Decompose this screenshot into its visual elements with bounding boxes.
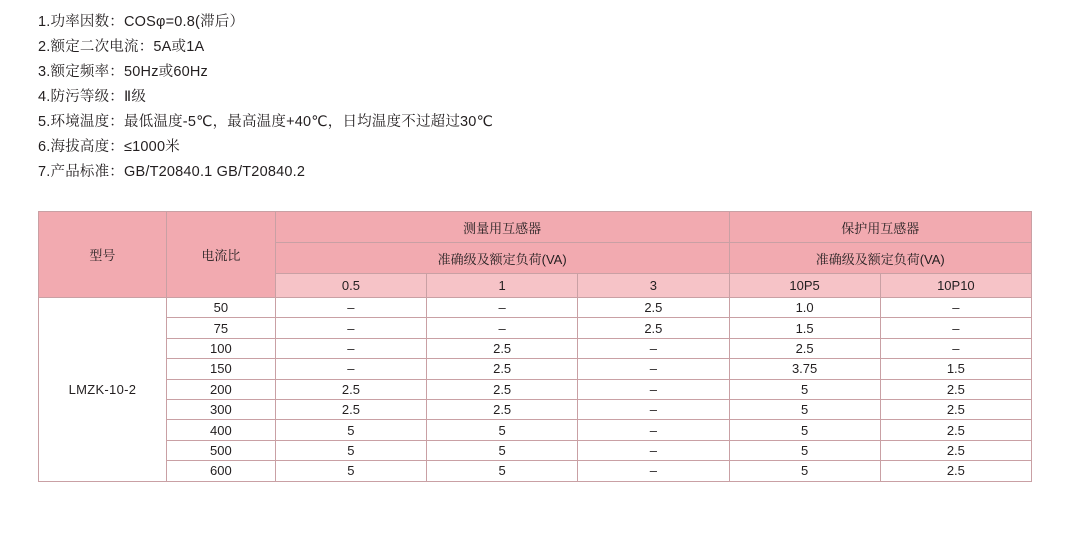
- value-cell: 2.5: [880, 420, 1031, 440]
- table-body: [39, 298, 1032, 482]
- value-cell: 5: [427, 420, 578, 440]
- column-header-class: 10P5: [729, 274, 880, 298]
- value-cell: 5: [427, 440, 578, 460]
- column-header-class: 10P10: [880, 274, 1031, 298]
- specification-list: [38, 10, 1028, 185]
- value-cell: –: [578, 379, 729, 399]
- value-cell: 2.5: [880, 379, 1031, 399]
- column-header-model: 型号: [39, 212, 167, 298]
- value-cell: –: [578, 338, 729, 358]
- model-cell: LMZK-10-2: [39, 298, 167, 482]
- subgroup-header-measurement: 准确级及额定负荷(VA): [275, 243, 729, 274]
- table-header: [39, 212, 1032, 298]
- column-header-class: 1: [427, 274, 578, 298]
- table-row: [39, 440, 1032, 460]
- value-cell: 3.75: [729, 359, 880, 379]
- ratio-cell: 300: [166, 399, 275, 419]
- ratio-cell: 600: [166, 461, 275, 481]
- ratio-cell: 150: [166, 359, 275, 379]
- spec-line: 2.额定二次电流：5A或1A: [38, 39, 205, 55]
- value-cell: 5: [275, 461, 426, 481]
- value-cell: 5: [275, 420, 426, 440]
- spec-line: 7.产品标准：GB/T20840.1 GB/T20840.2: [38, 164, 306, 180]
- value-cell: 2.5: [880, 461, 1031, 481]
- column-header-class: 3: [578, 274, 729, 298]
- value-cell: –: [578, 359, 729, 379]
- value-cell: 2.5: [427, 359, 578, 379]
- value-cell: 5: [729, 440, 880, 460]
- value-cell: 2.5: [578, 298, 729, 318]
- value-cell: 2.5: [729, 338, 880, 358]
- spec-line: 4.防污等级：Ⅱ级: [38, 89, 147, 105]
- spec-line: 1.功率因数：COSφ=0.8(滞后）: [38, 14, 245, 30]
- value-cell: 1.5: [880, 359, 1031, 379]
- value-cell: 5: [729, 461, 880, 481]
- parameters-table: [38, 211, 1032, 482]
- value-cell: 2.5: [427, 379, 578, 399]
- value-cell: –: [578, 420, 729, 440]
- value-cell: –: [275, 318, 426, 338]
- value-cell: –: [275, 298, 426, 318]
- table-row: [39, 298, 1032, 318]
- value-cell: 2.5: [880, 399, 1031, 419]
- value-cell: 2.5: [880, 440, 1031, 460]
- value-cell: 2.5: [427, 399, 578, 419]
- value-cell: –: [880, 318, 1031, 338]
- ratio-cell: 400: [166, 420, 275, 440]
- value-cell: 5: [729, 420, 880, 440]
- column-header-class: 0.5: [275, 274, 426, 298]
- table-row: [39, 318, 1032, 338]
- ratio-cell: 50: [166, 298, 275, 318]
- value-cell: –: [578, 461, 729, 481]
- table-row: [39, 420, 1032, 440]
- value-cell: 5: [427, 461, 578, 481]
- value-cell: –: [275, 359, 426, 379]
- value-cell: –: [275, 338, 426, 358]
- value-cell: 5: [729, 379, 880, 399]
- table-row: [39, 379, 1032, 399]
- table-row: [39, 461, 1032, 481]
- value-cell: –: [578, 440, 729, 460]
- value-cell: 1.5: [729, 318, 880, 338]
- table-row: [39, 399, 1032, 419]
- table-row: [39, 338, 1032, 358]
- spec-line: 6.海拔高度：≤1000米: [38, 139, 180, 155]
- ratio-cell: 100: [166, 338, 275, 358]
- subgroup-header-protection: 准确级及额定负荷(VA): [729, 243, 1032, 274]
- ratio-cell: 200: [166, 379, 275, 399]
- value-cell: 2.5: [275, 379, 426, 399]
- ratio-cell: 75: [166, 318, 275, 338]
- table-row: [39, 359, 1032, 379]
- value-cell: 2.5: [427, 338, 578, 358]
- spec-line: 5.环境温度：最低温度-5℃，最高温度+40℃，日均温度不过超过30℃: [38, 114, 494, 130]
- value-cell: 1.0: [729, 298, 880, 318]
- value-cell: 2.5: [275, 399, 426, 419]
- value-cell: 2.5: [578, 318, 729, 338]
- value-cell: 5: [729, 399, 880, 419]
- value-cell: –: [578, 399, 729, 419]
- column-header-ratio: 电流比: [166, 212, 275, 298]
- group-header-measurement: 测量用互感器: [275, 212, 729, 243]
- spec-line: 3.额定频率：50Hz或60Hz: [38, 64, 208, 80]
- value-cell: –: [427, 318, 578, 338]
- value-cell: –: [880, 298, 1031, 318]
- value-cell: –: [427, 298, 578, 318]
- group-header-protection: 保护用互感器: [729, 212, 1032, 243]
- ratio-cell: 500: [166, 440, 275, 460]
- value-cell: 5: [275, 440, 426, 460]
- value-cell: –: [880, 338, 1031, 358]
